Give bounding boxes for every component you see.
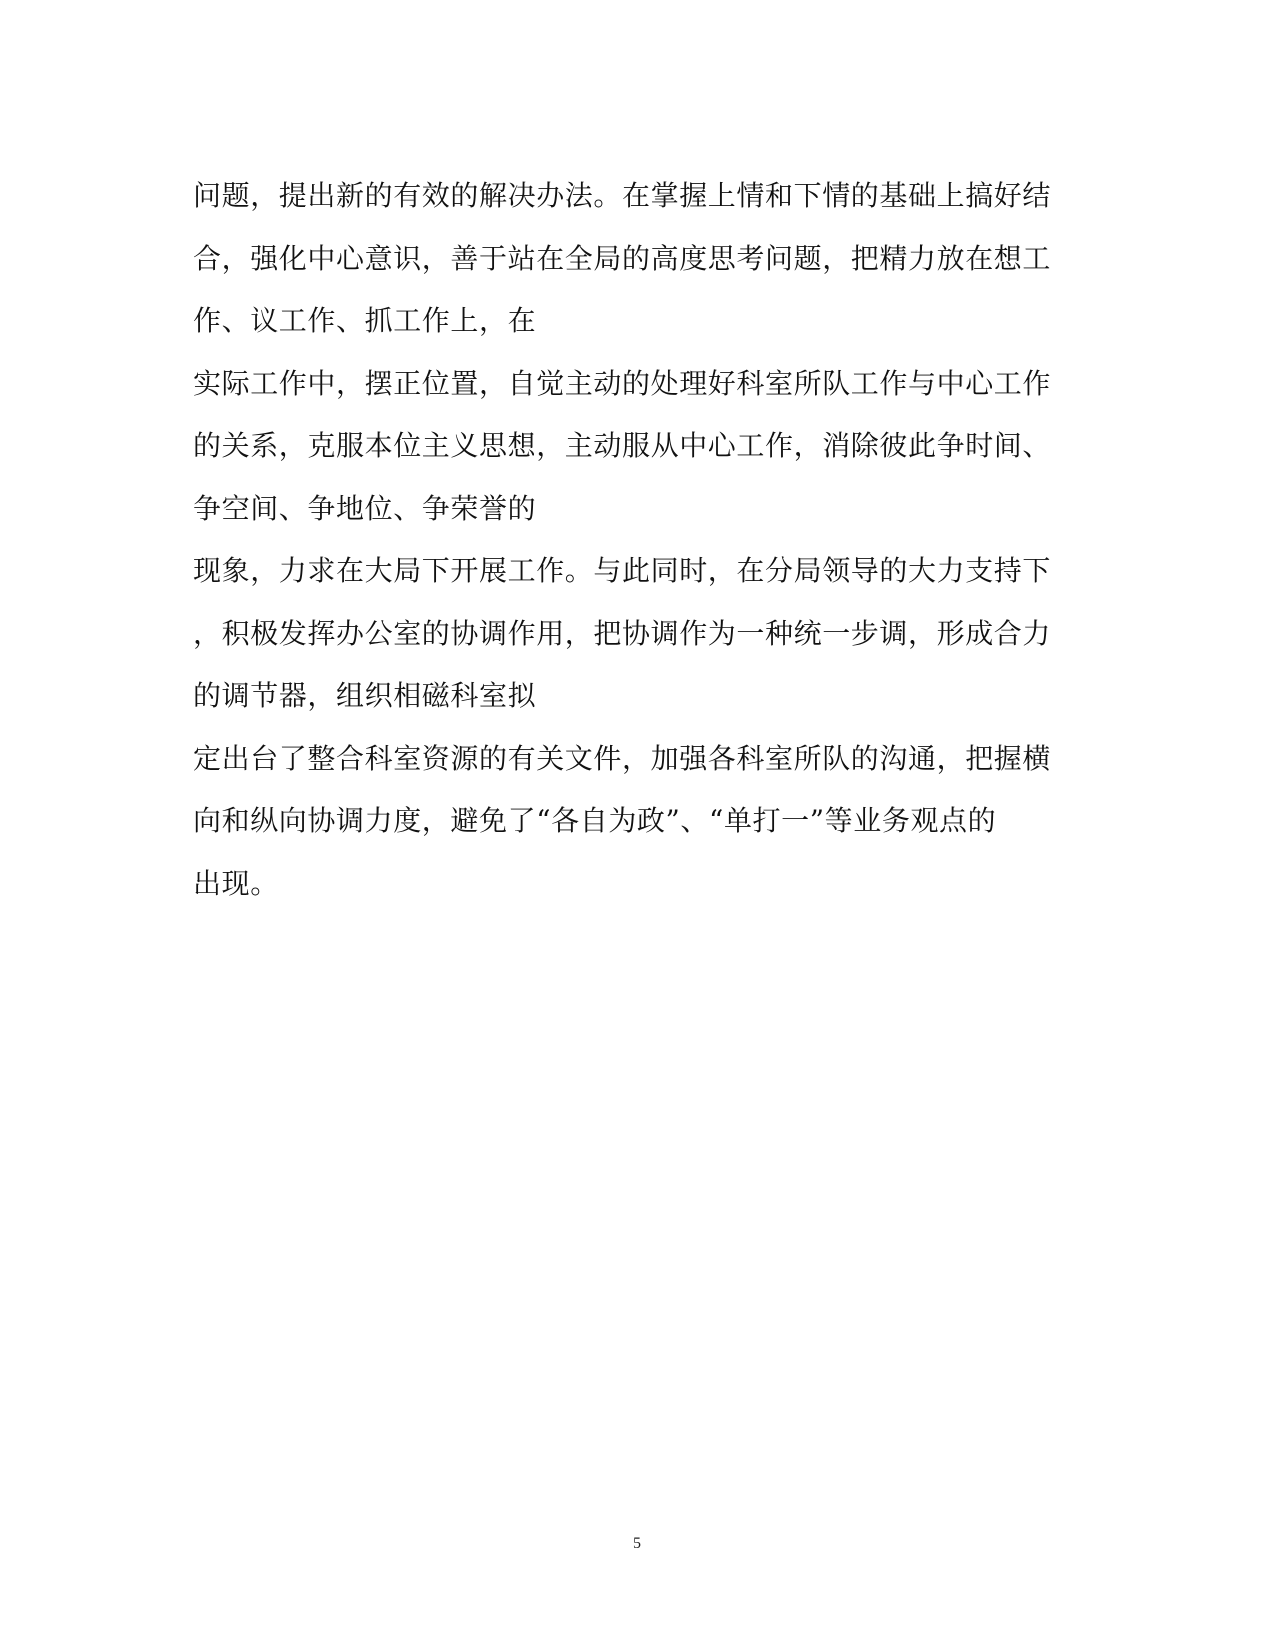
text-line: 实际工作中，摆正位置，自觉主动的处理好科室所队工作与中心工作 <box>193 366 1052 400</box>
page-number: 5 <box>633 1535 641 1552</box>
text-line: 合，强化中心意识，善于站在全局的高度思考问题，把精力放在想工 <box>193 241 1052 275</box>
text-line: 的关系，克服本位主义思想，主动服从中心工作，消除彼此争时间、 <box>193 429 1052 462</box>
text-line: 作、议工作、抓工作上，在 <box>193 304 537 337</box>
text-line: 问题，提出新的有效的解决办法。在掌握上情和下情的基础上搞好结 <box>193 179 1052 212</box>
text-line: 现象，力求在大局下开展工作。与此同时，在分局领导的大力支持下 <box>193 554 1052 587</box>
text-line: ，积极发挥办公室的协调作用，把协调作为一种统一步调，形成合力 <box>193 616 1052 650</box>
text-line: 的调节器，组织相磁科室拟 <box>193 679 537 712</box>
text-line: 争空间、争地位、争荣誉的 <box>193 491 537 525</box>
text-line: 向和纵向协调力度，避免了“各自为政”、“单打一”等业务观点的 <box>193 804 997 837</box>
text-line: 定出台了整合科室资源的有关文件，加强各科室所队的沟通，把握横 <box>193 741 1052 775</box>
body-text <box>193 165 1073 915</box>
text-line: 出现。 <box>193 866 279 900</box>
